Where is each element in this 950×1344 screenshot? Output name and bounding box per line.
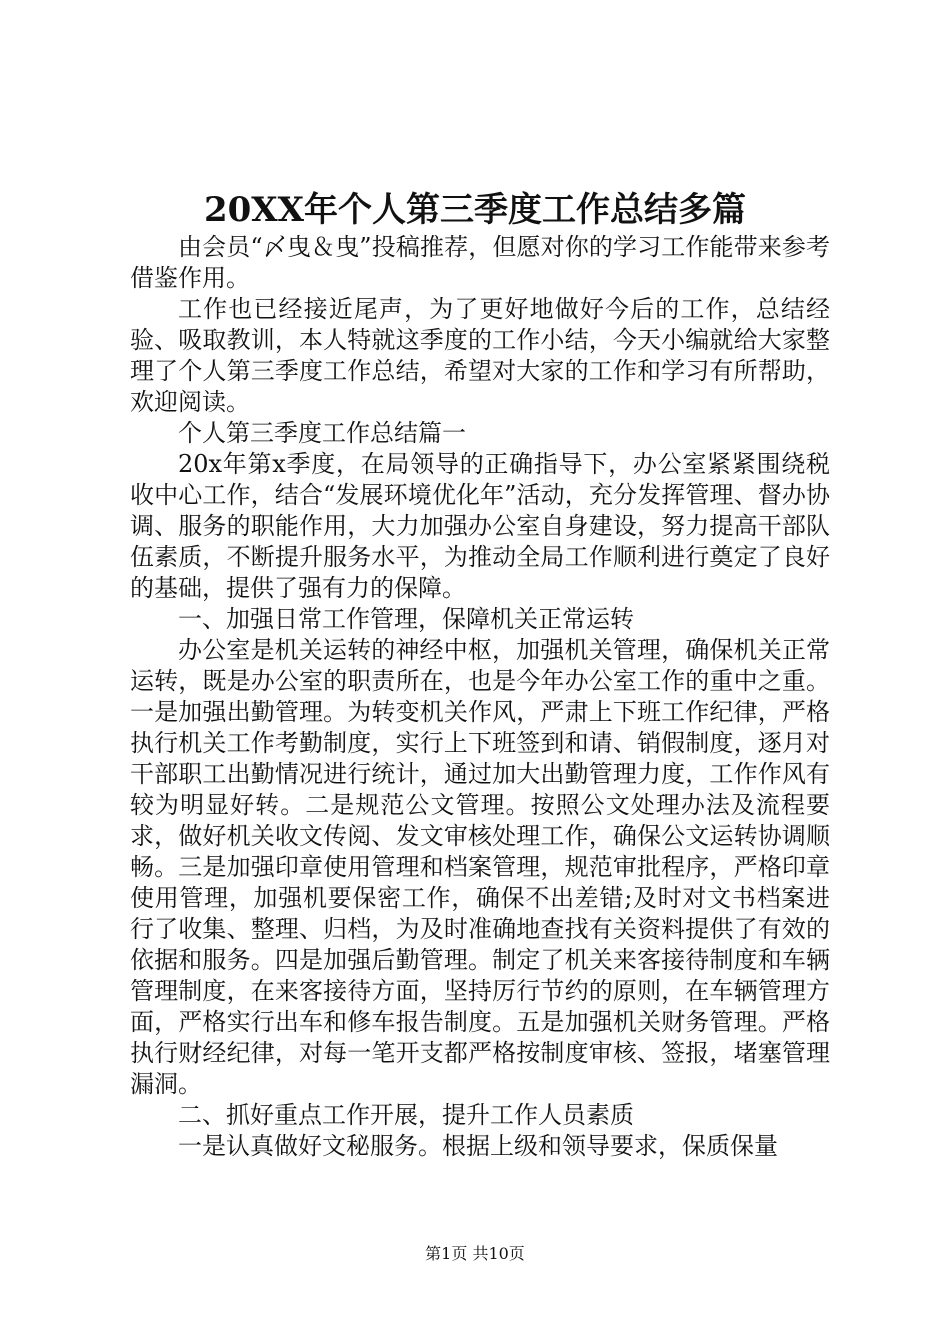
document-body <box>130 232 830 1162</box>
section-heading-part-one: 个人第三季度工作总结篇一 <box>178 419 466 447</box>
paragraph-intro: 由会员“〆曳＆曳”投稿推荐，但愿对你的学习工作能带来参考借鉴作用。 <box>130 233 830 292</box>
paragraph-overview: 工作也已经接近尾声，为了更好地做好今后的工作，总结经验、吸取教训，本人特就这季度的工作小结，今天小编就给大家整理了个人第三季度工作总结，希望对大家的工作和学习有所帮助，欢迎阅读。 <box>130 295 830 416</box>
paragraph-summary: 20x年第x季度，在局领导的正确指导下，办公室紧紧围绕税收中心工作，结合“发展环境优化年”活动，充分发挥管理、督办协调、服务的职能作用，大力加强办公室自身建设，努力提高干部队伍素质，不断提升服务水平，为推动全局工作顺利进行奠定了良好的基础，提供了强有力的保障。 <box>130 450 830 602</box>
paragraph-key-work: 一是认真做好文秘服务。根据上级和领导要求，保质保量 <box>178 1132 778 1160</box>
subheading-daily-management: 一、加强日常工作管理，保障机关正常运转 <box>178 605 634 633</box>
subheading-key-work: 二、抓好重点工作开展，提升工作人员素质 <box>178 1101 634 1129</box>
paragraph-daily-management: 办公室是机关运转的神经中枢，加强机关管理，确保机关正常运转，既是办公室的职责所在，也是今年办公室工作的重中之重。一是加强出勤管理。为转变机关作风，严肃上下班工作纪律，严格执行机关工作考勤制度，实行上下班签到和请、销假制度，逐月对干部职工出勤情况进行统计，通过加大出勤管理力度，工作作风有较为明显好转。二是规范公文管理。按照公文处理办法及流程要求，做好机关收文传阅、发文审核处理工作，确保公文运转协调顺畅。三是加强印章使用管理和档案管理，规范审批程序，严格印章使用管理，加强机要保密工作，确保不出差错;及时对文书档案进行了收集、整理、归档，为及时准确地查找有关资料提供了有效的依据和服务。四是加强后勤管理。制定了机关来客接待制度和车辆管理制度，在来客接待方面，坚持厉行节约的原则，在车辆管理方面，严格实行出车和修车报告制度。五是加强机关财务管理。严格执行财经纪律，对每一笔开支都严格按制度审核、签报，堵塞管理漏洞。 <box>130 636 830 1098</box>
document-title: 20XX年个人第三季度工作总结多篇 <box>203 190 747 230</box>
page-number-footer: 第1页 共10页 <box>425 1244 525 1263</box>
